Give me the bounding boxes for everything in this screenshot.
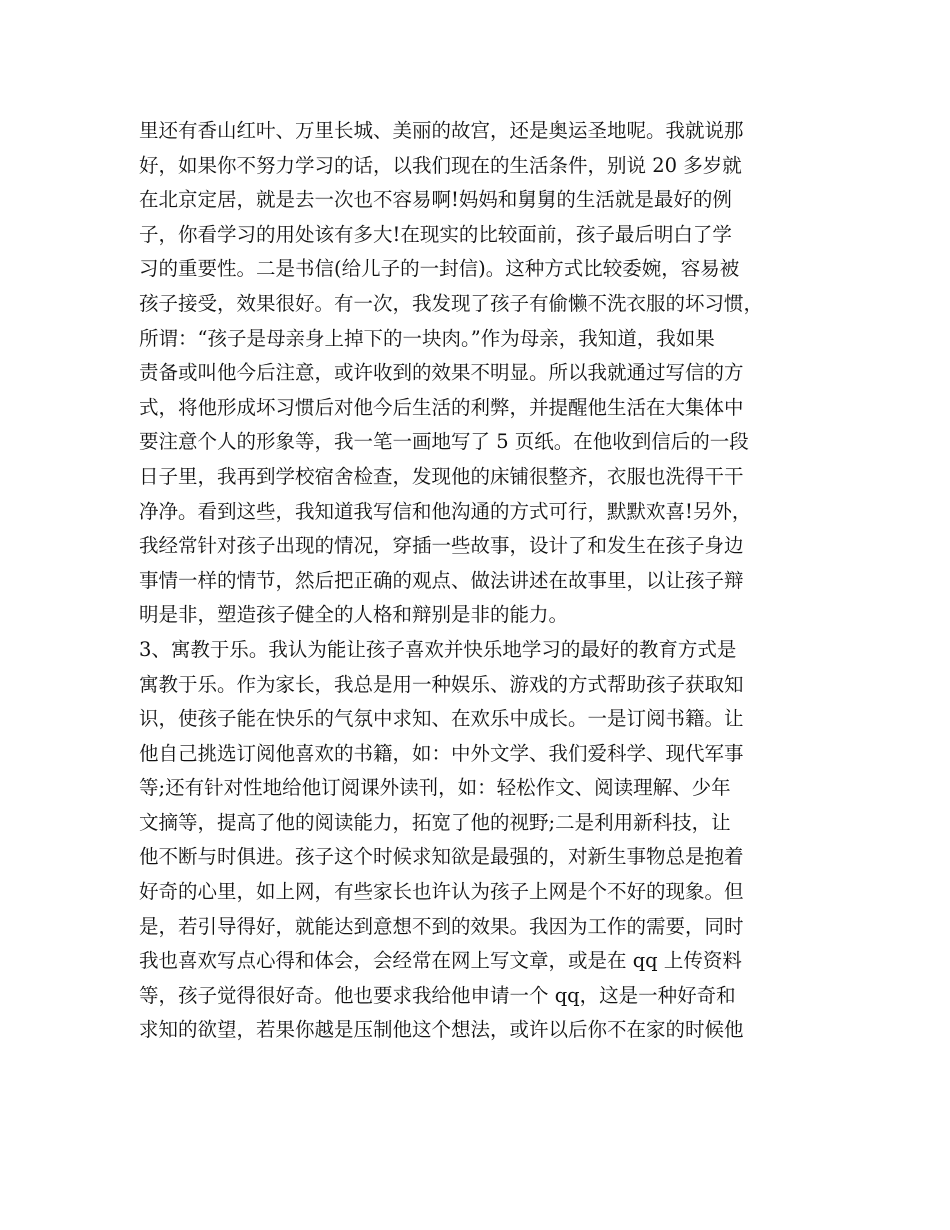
text-line: 所谓：“孩子是母亲身上掉下的一块肉。”作为母亲，我知道，我如果: [139, 326, 715, 350]
text-line: 习的重要性。二是书信(给儿子的一封信)。这种方式比较委婉，容易被: [139, 257, 740, 281]
text-line: 明是非，塑造孩子健全的人格和辩别是非的能力。: [139, 603, 569, 627]
text-line: 我经常针对孩子出现的情况，穿插一些故事，设计了和发生在孩子身边: [139, 534, 744, 558]
text-line: 识，使孩子能在快乐的气氛中求知、在欢乐中成长。一是订阅书籍。让: [139, 707, 744, 731]
text-line: 3、寓教于乐。我认为能让孩子喜欢并快乐地学习的最好的教育方式是: [139, 637, 737, 661]
text-line: 事情一样的情节，然后把正确的观点、做法讲述在故事里，以让孩子辩: [139, 568, 744, 592]
text-line: 他不断与时俱进。孩子这个时候求知欲是最强的，对新生事物总是抱着: [139, 845, 744, 869]
text-line: 要注意个人的形象等，我一笔一画地写了 5 页纸。在他收到信后的一段: [139, 430, 749, 454]
body-text: [139, 114, 819, 1048]
text-line: 责备或叫他今后注意，或许收到的效果不明显。所以我就通过写信的方: [139, 361, 744, 385]
text-line: 子，你看学习的用处该有多大!在现实的比较面前，孩子最后明白了学: [139, 222, 732, 246]
text-line: 他自己挑选订阅他喜欢的书籍，如：中外文学、我们爱科学、现代军事: [139, 741, 744, 765]
text-line: 是，若引导得好，就能达到意想不到的效果。我因为工作的需要，同时: [139, 914, 744, 938]
text-line: 寓教于乐。作为家长，我总是用一种娱乐、游戏的方式帮助孩子获取知: [139, 672, 744, 696]
text-line: 净净。看到这些，我知道我写信和他沟通的方式可行，默默欢喜!另外，: [139, 499, 752, 523]
text-line: 式，将他形成坏习惯后对他今后生活的利弊，并提醒他生活在大集体中: [139, 395, 744, 419]
text-line: 在北京定居，就是去一次也不容易啊!妈妈和舅舅的生活就是最好的例: [139, 188, 732, 212]
text-line: 等;还有针对性地给他订阅课外读刊，如：轻松作文、阅读理解、少年: [139, 776, 731, 800]
text-line: 孩子接受，效果很好。有一次，我发现了孩子有偷懒不洗衣服的坏习惯，: [139, 291, 764, 315]
text-line: 我也喜欢写点心得和体会，会经常在网上写文章，或是在 qq 上传资料: [139, 949, 742, 973]
text-line: 等，孩子觉得很好奇。他也要求我给他申请一个 qq，这是一种好奇和: [139, 983, 736, 1007]
text-line: 文摘等，提高了他的阅读能力，拓宽了他的视野;二是利用新科技，让: [139, 810, 731, 834]
text-line: 好奇的心里，如上网，有些家长也许认为孩子上网是个不好的现象。但: [139, 880, 744, 904]
text-line: 日子里，我再到学校宿舍检查，发现他的床铺很整齐，衣服也洗得干干: [139, 464, 744, 488]
text-line: 好，如果你不努力学习的话，以我们现在的生活条件，别说 20 多岁就: [139, 153, 742, 177]
text-line: 求知的欲望，若果你越是压制他这个想法，或许以后你不在家的时候他: [139, 1018, 744, 1042]
text-line: 里还有香山红叶、万里长城、美丽的故宫，还是奥运圣地呢。我就说那: [139, 119, 744, 142]
